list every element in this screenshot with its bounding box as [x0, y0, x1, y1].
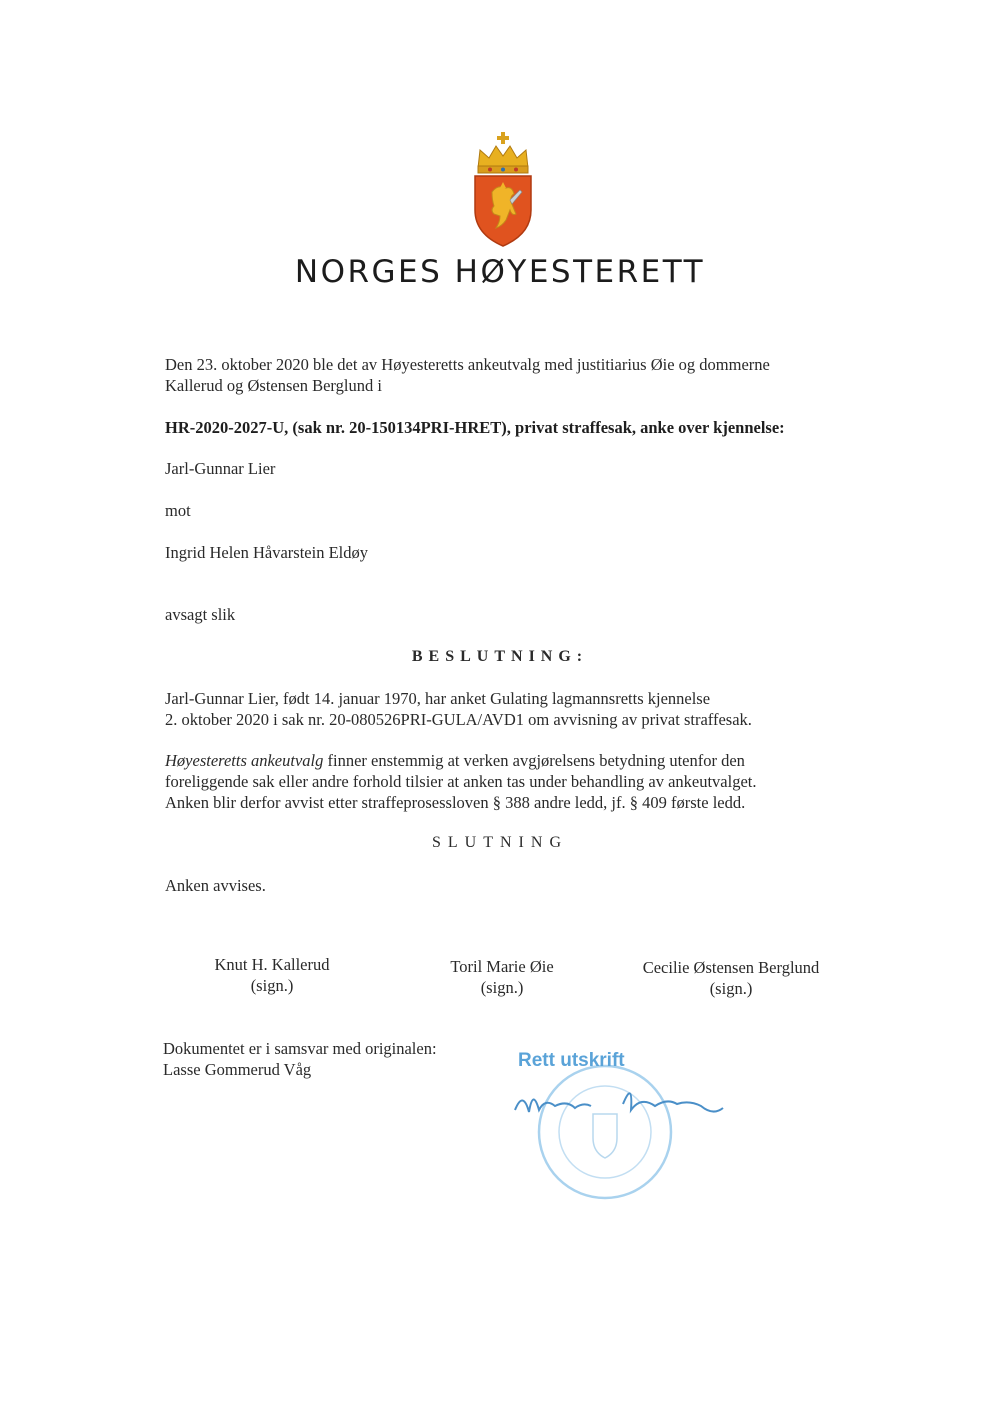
- beslutning-p1-line-1: Jarl-Gunnar Lier, født 14. januar 1970, har anket Gulating lagmannsretts kjennelse: [165, 689, 711, 708]
- signature-note: (sign.): [480, 978, 524, 997]
- signature-name: Toril Marie Øie: [450, 957, 554, 976]
- signature-note: (sign.): [250, 976, 294, 995]
- court-name-title: NORGES HØYESTERETT: [294, 254, 706, 290]
- intro-line-1: Den 23. oktober 2020 ble det av Høyesteretts ankeutvalg med justitiarius Øie og dommerne: [165, 355, 770, 374]
- beslutning-heading: BESLUTNING:: [411, 648, 589, 665]
- signature-block-3: [611, 957, 851, 999]
- slutning-text: Anken avvises.: [165, 876, 266, 895]
- ankeutvalg-italic: Høyesteretts ankeutvalg: [165, 751, 324, 770]
- certification-signer: Lasse Gommerud Våg: [163, 1060, 312, 1079]
- beslutning-p2-line-1-rest: finner enstemmig at verken avgjørelsens betydning utenfor den: [323, 751, 745, 770]
- beslutning-paragraph-1: [165, 688, 865, 730]
- intro-paragraph: [165, 354, 865, 396]
- slutning-heading: SLUTNING: [432, 834, 568, 851]
- versus-text: mot: [165, 501, 191, 520]
- stamp-label: Rett utskrift: [518, 1050, 625, 1071]
- signature-name: Cecilie Østensen Berglund: [642, 958, 820, 977]
- beslutning-p2-line-1: [165, 750, 865, 771]
- beslutning-p2-line-2: foreliggende sak eller andre forhold tilsier at anken tas under behandling av ankeutvalget.: [165, 772, 757, 791]
- beslutning-p2-line-3: Anken blir derfor avvist etter straffeprosessloven § 388 andre ledd, jf. § 409 første ledd.: [165, 793, 746, 812]
- signature-block-2: [382, 956, 622, 998]
- case-reference: HR-2020-2027-U, (sak nr. 20-150134PRI-HRET), privat straffesak, anke over kjennelse:: [165, 418, 785, 437]
- beslutning-p1-line-2: 2. oktober 2020 i sak nr. 20-080526PRI-GULA/AVD1 om avvisning av privat straffesak.: [165, 710, 752, 729]
- intro-line-2: Kallerud og Østensen Berglund i: [165, 376, 382, 395]
- signature-note: (sign.): [709, 979, 753, 998]
- beslutning-paragraph-2: [165, 750, 865, 813]
- certification-line-1: Dokumentet er i samsvar med originalen:: [163, 1039, 437, 1058]
- respondent-name: Ingrid Helen Håvarstein Eldøy: [165, 543, 368, 562]
- appellant-name: Jarl-Gunnar Lier: [165, 459, 276, 478]
- signature-name: Knut H. Kallerud: [214, 955, 330, 974]
- signature-block-1: [152, 954, 392, 996]
- ruling-intro: avsagt slik: [165, 605, 236, 624]
- norwegian-coat-of-arms-icon: [470, 130, 536, 248]
